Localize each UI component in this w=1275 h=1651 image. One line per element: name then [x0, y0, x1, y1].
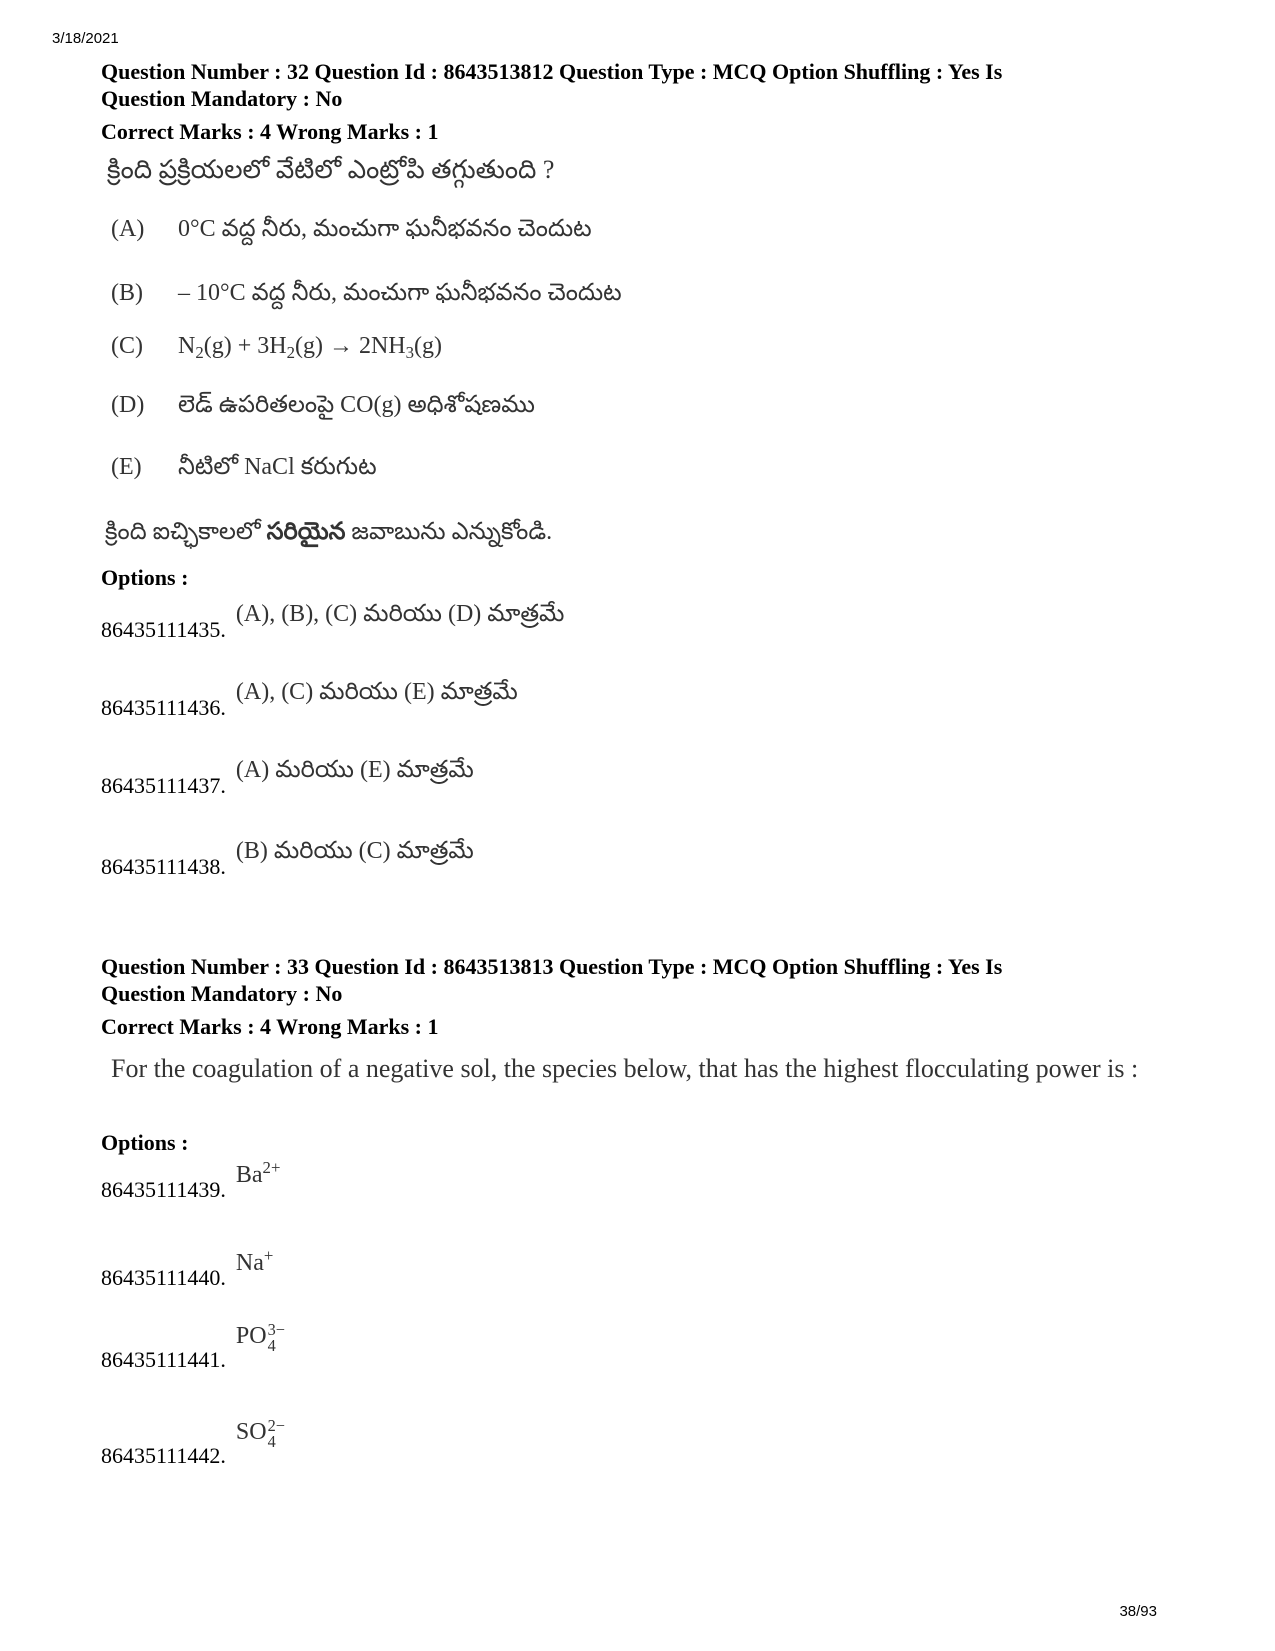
q33-answer-option[interactable] — [101, 1158, 281, 1203]
q33-answer-option[interactable] — [101, 1246, 274, 1291]
q33-options-heading: Options : — [101, 1130, 189, 1155]
q33-marks: Correct Marks : 4 Wrong Marks : 1 — [101, 1014, 439, 1039]
ion-formula: Na+ — [235, 1246, 274, 1276]
page-number: 38/93 — [1119, 1603, 1157, 1620]
q33-header — [101, 953, 1181, 1007]
statement-text: – 10°C వద్ద నీరు, మంచుగా ఘనీభవనం చెందుట — [178, 280, 622, 306]
option-text: (B) మరియు (C) మాత్రమే — [235, 838, 474, 864]
ion-formula: PO 3− 4 — [235, 1320, 285, 1355]
option-id: 86435111442. — [101, 1443, 226, 1468]
q32-answer-option[interactable] — [101, 838, 474, 880]
q32-statement-b — [111, 279, 1011, 333]
statement-text: లెడ్ ఉపరితలంపై CO(g) అధిశోషణము — [178, 392, 535, 418]
ion-formula: $Ba^{2+}$ — [235, 1158, 281, 1188]
q32-options-heading: Options : — [101, 565, 189, 590]
q32-instruction: క్రింది ఐచ్ఛికాలలో సరియైన జవాబును ఎన్నుకోండి. — [105, 519, 553, 545]
q32-answer-option[interactable] — [101, 757, 474, 799]
q32-statement-e — [111, 453, 1011, 515]
statement-label: (A) — [111, 216, 145, 242]
q32-header — [101, 58, 1181, 112]
q32-stem: క్రింది ప్రక్రియలలో వేటిలో ఎంట్రోపి తగ్గుతుంది ? — [107, 155, 555, 184]
q32-statement-c — [111, 333, 1011, 391]
reaction-equation: $N_2(g) + 3H_2(g) \to 2NH_3(g)$ — [178, 333, 443, 363]
q33-header-line1: Question Number : 33 Question Id : 8643513813 Question Type : MCQ Option Shuffling : Yes Is — [101, 954, 1003, 979]
statement-label: (E) — [111, 454, 142, 480]
option-text: (A) మరియు (E) మాత్రమే — [235, 757, 474, 783]
statement-label: (D) — [111, 392, 145, 418]
option-id: 86435111437. — [101, 773, 226, 798]
statement-text: నీటిలో NaCl కరుగుట — [178, 454, 377, 480]
q33-header-line2: Question Mandatory : No — [101, 981, 343, 1006]
q33-answer-option[interactable] — [101, 1320, 285, 1373]
option-id: 86435111439. — [101, 1177, 226, 1202]
option-text: (A), (C) మరియు (E) మాత్రమే — [235, 679, 518, 705]
print-date: 3/18/2021 — [52, 30, 119, 47]
q33-answer-option[interactable] — [101, 1416, 285, 1469]
q32-header-line1: Question Number : 32 Question Id : 8643513812 Question Type : MCQ Option Shuffling : Yes Is — [101, 59, 1003, 84]
q33-stem: For the coagulation of a negative sol, the species below, that has the highest flocculating power is : — [111, 1054, 1139, 1083]
option-id: 86435111440. — [101, 1265, 226, 1290]
option-id: 86435111435. — [101, 617, 226, 642]
statement-label: (C) — [111, 333, 143, 359]
q32-header-line2: Question Mandatory : No — [101, 86, 343, 111]
question-33 — [101, 953, 1181, 1088]
option-id: 86435111441. — [101, 1347, 226, 1372]
ion-formula: SO 2− 4 — [235, 1416, 285, 1451]
statement-label: (B) — [111, 280, 143, 306]
option-id: 86435111436. — [101, 695, 226, 720]
q32-marks: Correct Marks : 4 Wrong Marks : 1 — [101, 119, 439, 144]
q32-answer-option[interactable] — [101, 601, 565, 643]
option-text: (A), (B), (C) మరియు (D) మాత్రమే — [235, 601, 565, 627]
q32-answer-option[interactable] — [101, 679, 518, 721]
q32-statement-list — [111, 215, 1011, 515]
option-id: 86435111438. — [101, 854, 226, 879]
statement-text: 0°C వద్ద నీరు, మంచుగా ఘనీభవనం చెందుట — [178, 216, 592, 242]
q32-statement-a — [111, 215, 1011, 279]
q32-statement-d — [111, 391, 1011, 453]
question-32 — [101, 58, 1181, 191]
